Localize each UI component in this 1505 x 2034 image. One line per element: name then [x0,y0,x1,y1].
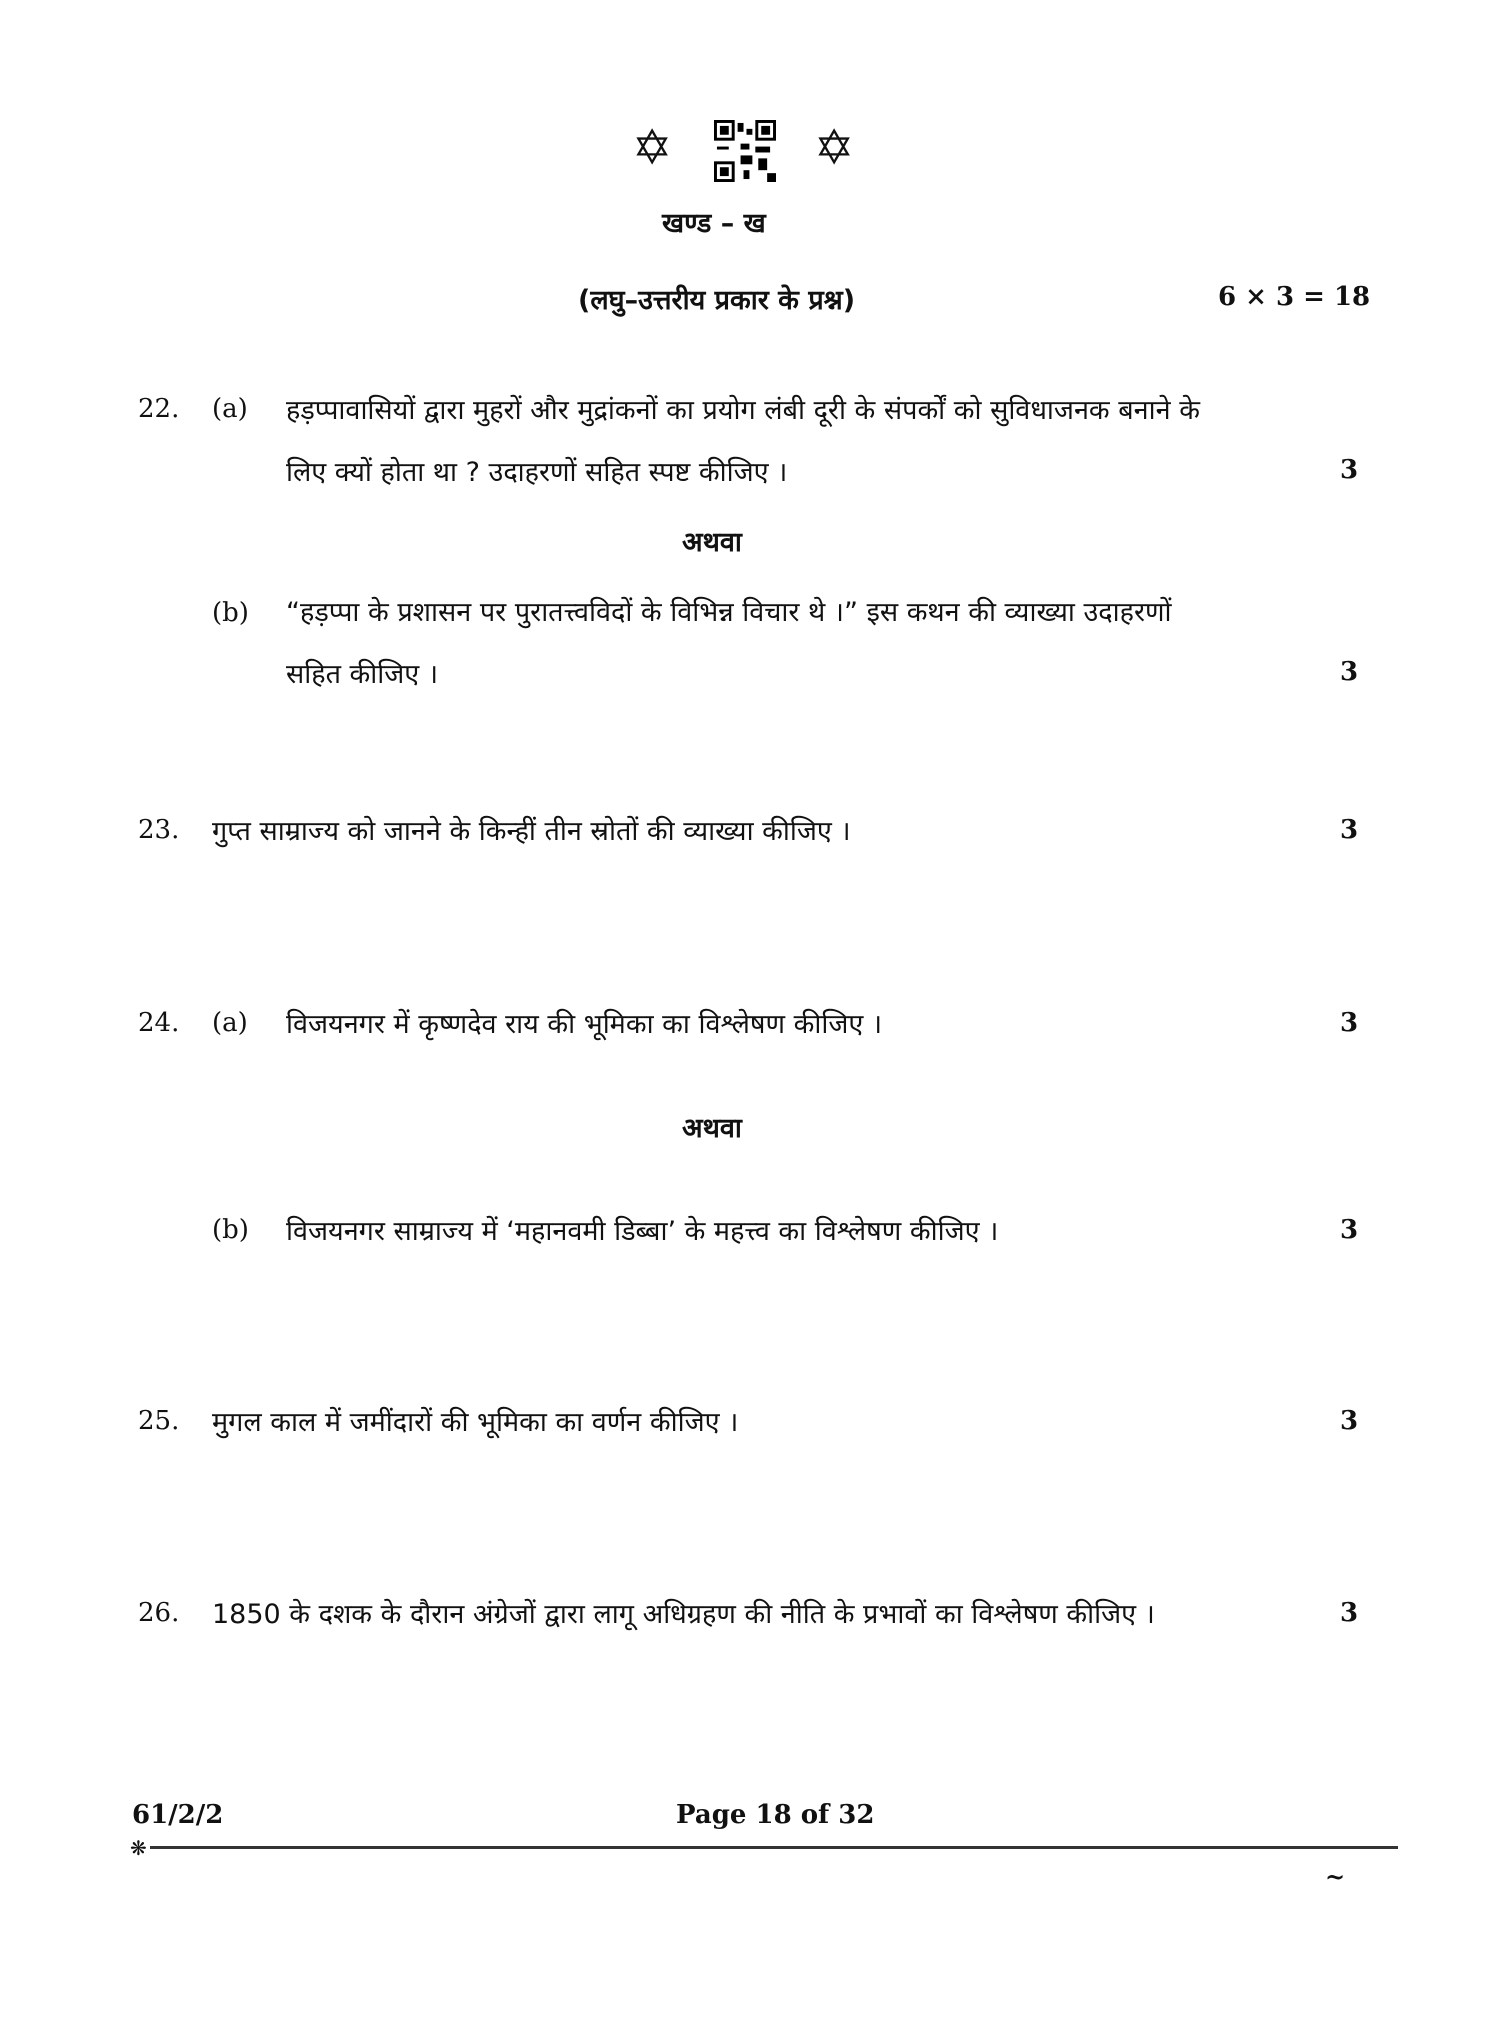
question-text: लिए क्यों होता था ? उदाहरणों सहित स्पष्ट कीजिए । [286,457,788,488]
marks: 3 [1340,657,1359,687]
section-title: खण्ड – ख [662,208,766,239]
question-text: 1850 के दशक के दौरान अंग्रेजों द्वारा लागू अधिग्रहण की नीति के प्रभावों का विश्लेषण कीजिए । [212,1599,1155,1630]
part-label: (b) [212,598,249,628]
paper-code: 61/2/2 [132,1800,224,1830]
star-of-david-icon: ✡ [814,120,855,176]
qr-code [714,120,776,182]
marks-scheme: 6 × 3 = 18 [1218,282,1371,312]
marks: 3 [1340,1406,1359,1436]
part-label: (b) [212,1215,249,1245]
question-number: 24. [138,1008,180,1038]
question-number: 25. [138,1406,180,1436]
marks: 3 [1340,1598,1359,1628]
question-text: विजयनगर में कृष्णदेव राय की भूमिका का विश्लेषण कीजिए । [286,1009,883,1040]
star-of-david-icon: ✡ [632,120,673,176]
corner-mark: ~ [1325,1862,1346,1891]
part-label: (a) [212,1008,248,1038]
question-text: हड़प्पावासियों द्वारा मुहरों और मुद्रांकनों का प्रयोग लंबी दूरी के संपर्कों को सुविधाजनक बनाने के [286,395,1200,426]
marks: 3 [1340,455,1359,485]
question-number: 23. [138,815,180,845]
question-number: 22. [138,394,180,424]
question-text: मुगल काल में जमींदारों की भूमिका का वर्णन कीजिए । [212,1407,739,1438]
marks: 3 [1340,1008,1359,1038]
or-label: अथवा [682,527,742,558]
question-text: गुप्त साम्राज्य को जानने के किन्हीं तीन स्रोतों की व्याख्या कीजिए । [212,816,851,847]
part-label: (a) [212,394,248,424]
marks: 3 [1340,1215,1359,1245]
marks: 3 [1340,815,1359,845]
page-number: Page 18 of 32 [676,1800,875,1830]
flower-ornament-icon: ❋ [130,1836,147,1860]
footer-rule [150,1846,1398,1849]
question-text: विजयनगर साम्राज्य में ‘महानवमी डिब्बा’ के महत्त्व का विश्लेषण कीजिए । [286,1216,999,1247]
question-number: 26. [138,1598,180,1628]
question-text: “हड़प्पा के प्रशासन पर पुरातत्त्वविदों के विभिन्न विचार थे ।” इस कथन की व्याख्या उदाहरणों [286,597,1172,628]
or-label: अथवा [682,1113,742,1144]
section-subtitle: (लघु–उत्तरीय प्रकार के प्रश्न) [578,285,856,316]
question-text: सहित कीजिए । [286,659,439,690]
